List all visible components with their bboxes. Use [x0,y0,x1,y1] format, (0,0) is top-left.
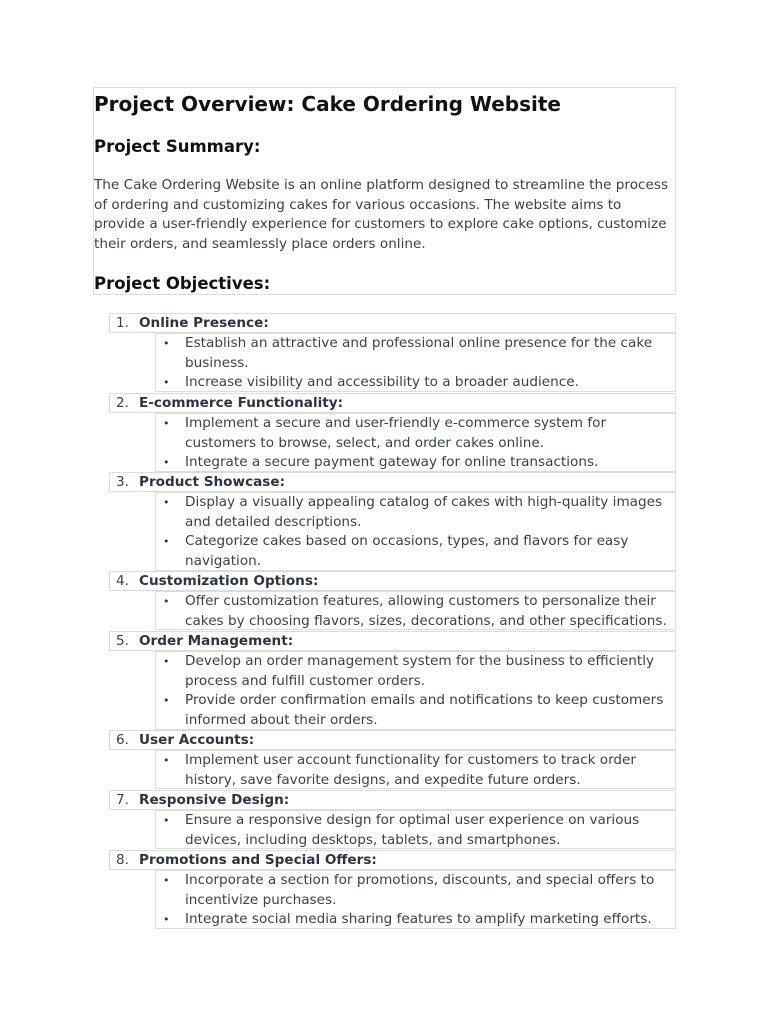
objective-bullet-item [163,691,675,730]
bullet-text: Integrate a secure payment gateway for online transactions. [185,454,599,470]
bullet-dot-icon: • [163,417,170,430]
bullet-dot-icon: • [163,694,170,707]
objective-header-6 [109,730,676,750]
bullet-text: Integrate social media sharing features to amplify marketing efforts. [185,911,652,927]
objective-number: 5. [116,633,129,649]
bullet-text: Implement user account functionality for customers to track order history, save favorite designs, and expedite future orders. [185,752,637,788]
objective-bullet-item [163,910,675,930]
bullet-dot-icon: • [163,595,170,608]
bullet-dot-icon: • [163,376,170,389]
objective-bullet-item [163,592,675,631]
objective-header-5 [109,631,676,651]
bullet-dot-icon: • [163,456,170,469]
objective-number: 6. [116,732,129,748]
bullet-text: Incorporate a section for promotions, discounts, and special offers to incentivize purchases. [185,872,655,908]
bullet-dot-icon: • [163,754,170,767]
objective-label: Order Management: [139,633,294,649]
objective-number: 2. [116,395,129,411]
objectives-heading: Project Objectives: [94,274,271,293]
objective-label: User Accounts: [139,732,255,748]
summary-heading: Project Summary: [94,137,261,156]
objective-label: Customization Options: [139,573,319,589]
bullet-dot-icon: • [163,496,170,509]
bullet-text: Offer customization features, allowing customers to personalize their cakes by choosing flavors, sizes, decorations, and other specifications. [185,593,667,629]
objective-bullet-item [163,453,675,473]
objective-label: Online Presence: [139,315,269,331]
bullet-text: Ensure a responsive design for optimal user experience on various devices, including desktops, tablets, and smartphones. [185,812,640,848]
objective-label: Promotions and Special Offers: [139,852,377,868]
objective-label: Responsive Design: [139,792,290,808]
objective-number: 7. [116,792,129,808]
objective-bullet-item [163,373,675,393]
objective-number: 1. [116,315,129,331]
objective-header-1 [109,313,676,333]
objective-bullet-item [163,871,675,910]
bullet-text: Increase visibility and accessibility to a broader audience. [185,374,579,390]
objective-label: E-commerce Functionality: [139,395,344,411]
objective-bullet-item [163,493,675,532]
objective-number: 8. [116,852,129,868]
objective-bullet-item [163,414,675,453]
bullet-dot-icon: • [163,814,170,827]
objective-bullet-item [163,652,675,691]
bullet-text: Implement a secure and user-friendly e-commerce system for customers to browse, select, and order cakes online. [185,415,607,451]
objective-number: 3. [116,474,129,490]
objective-bullet-item [163,751,675,790]
bullet-text: Categorize cakes based on occasions, types, and flavors for easy navigation. [185,533,629,569]
bullet-text: Display a visually appealing catalog of cakes with high-quality images and detailed descriptions. [185,494,663,530]
bullet-dot-icon: • [163,655,170,668]
objective-header-2 [109,393,676,413]
objective-header-4 [109,571,676,591]
objective-header-3 [109,472,676,492]
bullet-text: Develop an order management system for the business to efficiently process and fulfill customer orders. [185,653,655,689]
bullet-dot-icon: • [163,874,170,887]
bullet-dot-icon: • [163,535,170,548]
objective-number: 4. [116,573,129,589]
bullet-dot-icon: • [163,913,170,926]
bullet-text: Provide order confirmation emails and notifications to keep customers informed about their orders. [185,692,664,728]
summary-paragraph: The Cake Ordering Website is an online platform designed to streamline the process of ordering and customizing cakes for various occasions. The website aims to provide a user-friendly experience for customers to explore cake options, customize their orders, and seamlessly place orders online. [94,177,669,252]
objective-header-7 [109,790,676,810]
objective-label: Product Showcase: [139,474,286,490]
document-title: Project Overview: Cake Ordering Website [94,92,561,116]
bullet-dot-icon: • [163,337,170,350]
objective-bullet-item [163,811,675,850]
objective-bullet-item [163,532,675,571]
objective-header-8 [109,850,676,870]
bullet-text: Establish an attractive and professional online presence for the cake business. [185,335,653,371]
objective-bullet-item [163,334,675,373]
